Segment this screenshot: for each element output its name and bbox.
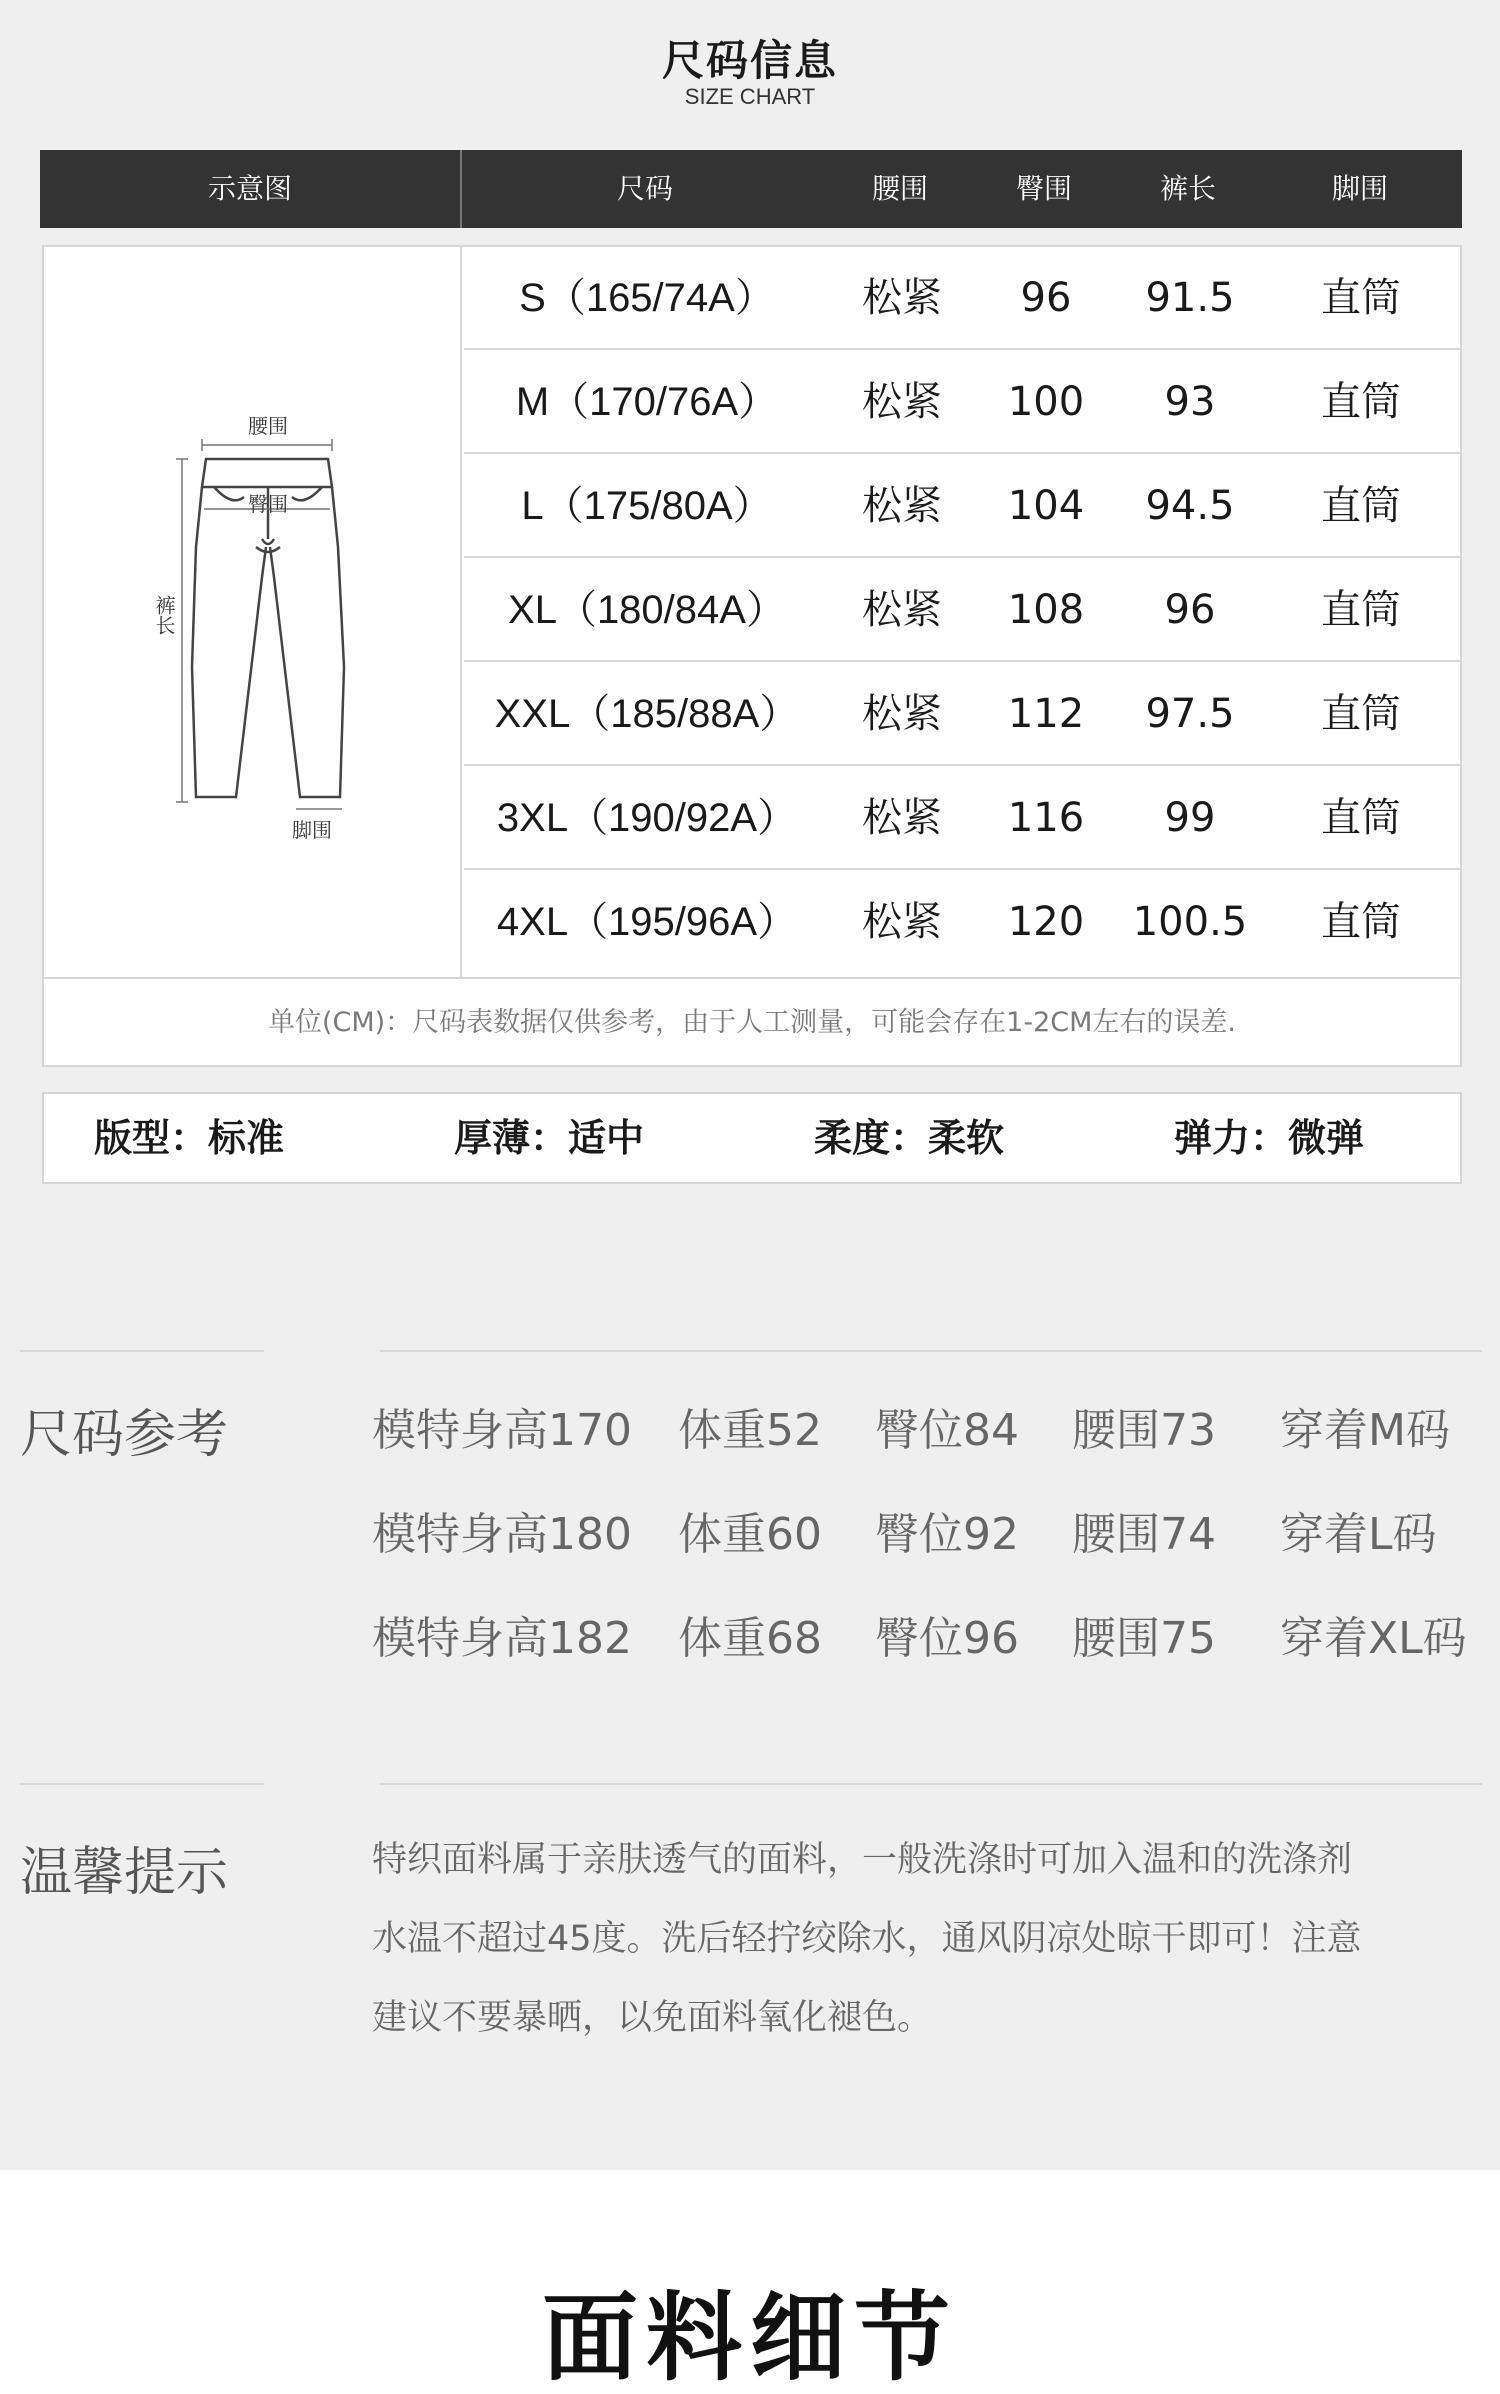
hip-cell: 96 xyxy=(1020,275,1072,321)
ref-height: 模特身高180 xyxy=(372,1509,632,1560)
leg-cell: 直筒 xyxy=(1321,899,1401,945)
size-cell: XXL（185/88A） xyxy=(494,692,800,736)
header-size: 尺码 xyxy=(616,172,673,205)
leg-cell: 直筒 xyxy=(1321,795,1401,841)
ref-weight: 体重52 xyxy=(678,1405,822,1456)
ref-size-worn: 穿着L码 xyxy=(1280,1509,1437,1560)
measurement-note: 单位(CM)：尺码表数据仅供参考，由于人工测量，可能会存在1-2CM左右的误差. xyxy=(44,977,1460,1065)
hip-cell: 116 xyxy=(1007,795,1085,841)
elasticity-attribute: 弹力：微弹 xyxy=(1174,1116,1365,1160)
length-cell: 97.5 xyxy=(1145,691,1235,737)
ref-height: 模特身高170 xyxy=(372,1405,632,1456)
tips-text-line: 建议不要暴晒，以免面料氧化褪色。 xyxy=(372,1998,933,2038)
diagram-hip-label: 臀围 xyxy=(248,492,288,516)
hip-cell: 100 xyxy=(1007,379,1085,425)
ref-hip: 臀位96 xyxy=(875,1613,1019,1664)
size-cell: 4XL（195/96A） xyxy=(496,900,798,944)
diagram-waist-label: 腰围 xyxy=(248,414,288,438)
length-cell: 91.5 xyxy=(1145,275,1235,321)
pants-diagram-cell xyxy=(44,247,462,977)
ref-waist: 腰围75 xyxy=(1072,1613,1216,1664)
table-row xyxy=(464,663,1460,766)
table-row xyxy=(464,871,1460,974)
ref-size-worn: 穿着XL码 xyxy=(1280,1613,1467,1664)
header-hip: 臀围 xyxy=(1015,172,1072,205)
table-row xyxy=(464,247,1460,350)
hip-cell: 112 xyxy=(1007,691,1085,737)
ref-height: 模特身高182 xyxy=(372,1613,632,1664)
length-cell: 96 xyxy=(1164,587,1216,633)
ref-waist: 腰围74 xyxy=(1072,1509,1216,1560)
ref-size-worn: 穿着M码 xyxy=(1280,1405,1450,1456)
next-section-title-text: 面料细节 xyxy=(542,2282,958,2394)
waist-cell: 松紧 xyxy=(862,899,942,945)
table-row xyxy=(464,351,1460,454)
hip-cell: 108 xyxy=(1007,587,1085,633)
header-diagram: 示意图 xyxy=(207,172,292,205)
size-reference-label: 尺码参考 xyxy=(20,1405,229,1465)
table-row xyxy=(464,559,1460,662)
header-length: 裤长 xyxy=(1159,172,1216,205)
table-row xyxy=(464,455,1460,558)
length-cell: 100.5 xyxy=(1132,899,1248,945)
size-cell: S（165/74A） xyxy=(519,276,775,320)
size-cell: M（170/76A） xyxy=(515,380,779,424)
tips-text-line: 特织面料属于亲肤透气的面料，一般洗涤时可加入温和的洗涤剂 xyxy=(372,1840,1353,1880)
waist-cell: 松紧 xyxy=(862,379,942,425)
section-divider xyxy=(20,1783,264,1785)
ref-hip: 臀位92 xyxy=(875,1509,1019,1560)
softness-attribute: 柔度：柔软 xyxy=(814,1116,1005,1160)
diagram-length-label: 裤长 xyxy=(152,595,176,635)
header-waist: 腰围 xyxy=(871,172,928,205)
waist-cell: 松紧 xyxy=(862,275,942,321)
waist-cell: 松紧 xyxy=(862,587,942,633)
fit-attribute: 版型：标准 xyxy=(94,1116,285,1160)
size-cell: XL（180/84A） xyxy=(508,588,786,632)
fabric-attributes xyxy=(42,1092,1462,1184)
section-divider xyxy=(20,1350,264,1352)
ref-weight: 体重60 xyxy=(678,1509,822,1560)
table-row xyxy=(464,767,1460,870)
page-subtitle: SIZE CHART xyxy=(684,84,816,109)
tips-text-line: 水温不超过45度。洗后轻拧绞除水，通风阴凉处晾干即可！注意 xyxy=(372,1919,1362,1959)
waist-cell: 松紧 xyxy=(862,795,942,841)
length-cell: 99 xyxy=(1164,795,1216,841)
leg-cell: 直筒 xyxy=(1321,691,1401,737)
page-title: 尺码信息 xyxy=(661,36,838,85)
hip-cell: 120 xyxy=(1007,899,1085,945)
hip-cell: 104 xyxy=(1007,483,1085,529)
tips-label: 温馨提示 xyxy=(20,1843,229,1903)
waist-cell: 松紧 xyxy=(862,691,942,737)
diagram-leg-label: 脚围 xyxy=(292,818,332,842)
leg-cell: 直筒 xyxy=(1321,587,1401,633)
size-cell: L（175/80A） xyxy=(521,484,773,528)
ref-hip: 臀位84 xyxy=(875,1405,1019,1456)
leg-cell: 直筒 xyxy=(1321,483,1401,529)
leg-cell: 直筒 xyxy=(1321,275,1401,321)
waist-cell: 松紧 xyxy=(862,483,942,529)
ref-weight: 体重68 xyxy=(678,1613,822,1664)
ref-waist: 腰围73 xyxy=(1072,1405,1216,1456)
section-divider xyxy=(380,1783,1482,1785)
size-cell: 3XL（190/92A） xyxy=(496,796,798,840)
length-cell: 93 xyxy=(1164,379,1216,425)
section-divider xyxy=(380,1350,1482,1352)
pants-diagram-icon xyxy=(44,247,462,977)
length-cell: 94.5 xyxy=(1145,483,1235,529)
next-section-title xyxy=(530,2282,970,2394)
header-leg: 脚围 xyxy=(1331,172,1388,205)
table-header xyxy=(40,150,1462,228)
size-table xyxy=(42,245,1462,1067)
thickness-attribute: 厚薄：适中 xyxy=(454,1116,645,1160)
leg-cell: 直筒 xyxy=(1321,379,1401,425)
